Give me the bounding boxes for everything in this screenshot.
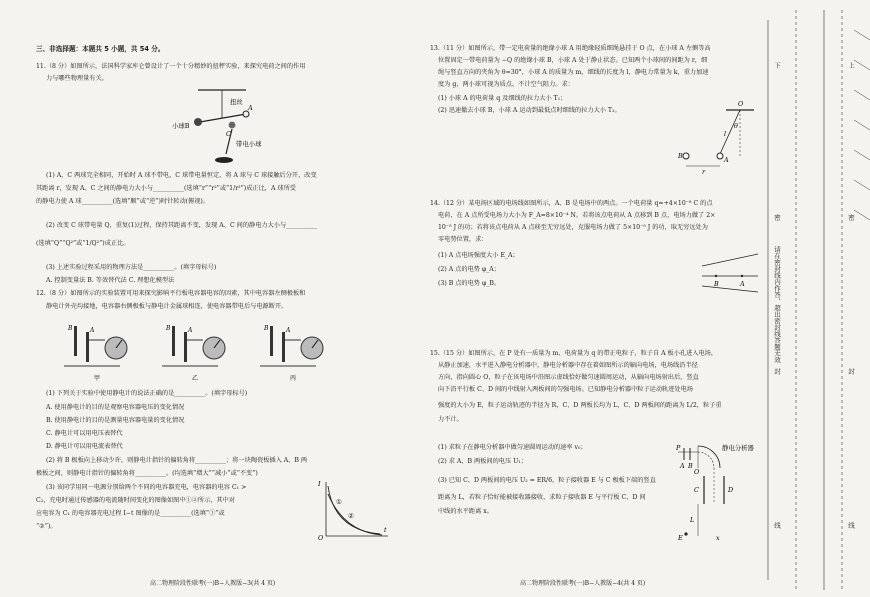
q15-stem-line5: 强度的大小为 E，粒子运动轨迹的半径为 R，C、D 两板长均为 L，C、D 两板间的距离为 L/2，粒子重	[438, 402, 722, 409]
torsion-wire-label: 扭丝	[230, 98, 243, 106]
setup-jia-a: A	[90, 327, 95, 334]
plate-b-label: B	[688, 462, 693, 470]
q15-stem-line3: 方向，指向圆心 O，粒子在该电场中沿图示虚线恰好做匀速圆周运动，从辐向电场射出后，竖直	[438, 374, 699, 381]
q13-part2: (2) 迅速撤去小球 B，小球 A 运动到最低点时细线的拉力大小 T₂。	[438, 107, 621, 114]
graph-axis-t: t	[384, 526, 387, 534]
q12-stem-line1: 12.（8 分）如图所示的实验装置可用来探究影响平行板电容器电容的因素，其中电容器左侧极板和	[36, 290, 306, 297]
electrostatic-analyzer-figure	[676, 440, 762, 544]
q12-part3-line1: (3) 该同学用同一电源分别给两个不同的电容器充电，电容器的电容 C₁ >	[46, 484, 247, 491]
setup-yi-b: B	[166, 325, 171, 332]
q11-stem-line2: 力与哪些物理量有关。	[46, 75, 108, 82]
q15-part3-line2: 距离为 L，若粒子恰好能被接收器接收，求粒子接收器 E 与平行板 C、D 间	[438, 494, 646, 501]
setup-bing-caption: 丙	[290, 375, 297, 382]
binding-margin	[762, 0, 870, 597]
q12-option-a: A. 使用静电计的目的是观察电容器电压的变化情况	[46, 404, 185, 411]
q11-part1-line2: 其距离 r，发现 A、C 之间的静电力大小与__________(选填“r”“r²”或“1/r²”)成正比，A 球所受	[36, 185, 296, 192]
distance-x-label: x	[716, 534, 720, 542]
q15-part3-line1: (3) 已知 C、D 两板间的电压 U₂ = ER/6，粒子接收器 E 与 C 极板下端的竖直	[438, 477, 656, 484]
q12-part3-line4: “②”)。	[36, 523, 57, 530]
margin-mid-mark-2: 封	[847, 368, 855, 375]
length-l-label: l	[724, 130, 727, 138]
margin-seal-mark: 密	[773, 214, 781, 221]
graph-curve-2: ②	[348, 512, 354, 520]
q14-stem-line3: 10⁻⁵ J 的功；若将该点电荷从 A 点移至无穷远处，克服电场力做了 5×10⁻⁵ J 的功，取无穷远处为	[438, 224, 708, 231]
q12-part3-line3: 应电容为 C₁ 的电容器充电过程 I−t 图像的是__________(选填“①”或	[36, 510, 225, 517]
q11-part2-line2: (选填“Q”“Q²”或“1/Q²”)成正比。	[36, 240, 130, 247]
current-time-graph	[316, 478, 392, 542]
field-point-b: B	[714, 280, 719, 288]
q13-part1: (1) 小球 A 的电荷量 q 及细线的拉力大小 T₁；	[438, 95, 567, 102]
pendulum-b-label: B	[678, 152, 683, 160]
setup-yi-caption: 乙	[192, 375, 199, 382]
setup-bing-b: B	[264, 325, 269, 332]
q12-option-d: D. 静电计可以用电流表替代	[46, 443, 123, 450]
graph-curve-1: ①	[336, 498, 342, 506]
plate-a-label: A	[680, 462, 685, 470]
q12-part2-line1: (2) 将 B 极板向上移动少许，则静电计指针的偏转角将__________；将一块陶瓷板插入 A、B 两	[46, 457, 308, 464]
field-lines-figure	[698, 246, 760, 294]
setup-jia-caption: 甲	[94, 375, 101, 382]
ball-a-label: A	[248, 104, 253, 112]
q14-part2: (2) A 点的电势 φ_A；	[438, 266, 500, 273]
q13-stem-line1: 13.（11 分）如图所示，带一定电荷量的绝缘小球 A 用绝缘轻质细绳悬挂于 O 点，在小球 A 左侧等高	[430, 45, 711, 52]
right-page	[430, 0, 762, 597]
pendulum-figure	[678, 96, 762, 176]
margin-line-mark: 线	[773, 522, 781, 529]
q11-options: A. 控制变量法 B. 等效替代法 C. 理想化模型法	[46, 277, 175, 284]
q12-part3-line2: C₂，充电时通过传感器的电流随时间变化的图像如图中①②所示，其中对	[36, 497, 236, 504]
pivot-o-label: O	[738, 100, 744, 108]
plate-c-label: C	[694, 486, 699, 494]
margin-line-mark-2: 线	[847, 522, 855, 529]
ball-c-label: C	[226, 130, 231, 138]
q12-option-c: C. 静电计可以用电压表替代	[46, 430, 123, 437]
margin-upper-mark: 上	[847, 62, 855, 69]
q11-part1-line1: (1) A、C 两球完全相同，开始时 A 球不带电，C 球带电量恒定，将 A 球与 C 球接触后分开，改变	[46, 172, 317, 179]
q12-option-b: B. 使用静电计的目的是测量电容器电量的变化情况	[46, 417, 185, 424]
receiver-e-label: E	[678, 534, 683, 542]
distance-r-label: r	[702, 168, 706, 176]
left-page	[0, 0, 430, 597]
section-heading: 三、非选择题：本题共 5 小题，共 54 分。	[36, 45, 165, 53]
ball-b-label: 小球B	[172, 122, 190, 130]
margin-mid-mark: 封	[773, 368, 781, 375]
q12-part1: (1) 下列关于实验中使用静电计的说法正确的是__________。(填字母标号)	[46, 390, 248, 397]
q15-part2: (2) 求 A、B 两板间的电压 U₁；	[438, 458, 528, 465]
graph-axis-i: I	[318, 480, 321, 488]
q12-part2-line2: 极板之间，则静电计指针的偏转角将__________。(均选填“增大”“减小”或“不变”)	[36, 470, 258, 477]
q15-part3-line3: 中线的水平距离 x。	[438, 508, 493, 515]
setup-yi-a: A	[188, 327, 193, 334]
q13-stem-line2: 位置固定一带电荷量为 −Q 的绝缘小球 B，小球 A 处于静止状态。已知两个小球间的间距为 r，细	[438, 57, 708, 64]
q15-stem-line2: 从静止加速，水平进入静电分析器中，静电分析器中存在着如图所示的辐向电场，电场线沿半径	[438, 362, 698, 369]
q14-stem-line2: 电荷，在 A 点所受电场力大小为 F_A=8×10⁻⁴ N。若将该点电荷从 A 点移到 B 点，电场力做了 2×	[438, 212, 716, 219]
q14-part3: (3) B 点的电势 φ_B。	[438, 280, 501, 287]
q14-stem-line4: 零电势位置，求：	[438, 236, 488, 243]
margin-notice: 请在密封线内作答，超出密封线答题无效	[773, 246, 781, 363]
q15-part1: (1) 求粒子在静电分析器中做匀速圆周运动的速率 v₀；	[438, 444, 587, 451]
margin-seal-mark-2: 密	[847, 214, 855, 221]
plate-d-label: D	[728, 486, 734, 494]
point-p-label: P	[676, 444, 681, 452]
q15-stem-line1: 15.（15 分）如图所示，在 P 处有一质量为 m、电荷量为 q 的带正电粒子，粒子自 A 板小孔进入电场，	[430, 350, 718, 357]
field-point-a: A	[740, 280, 745, 288]
q11-part1-line3: 的静电力使 A 球__________(选填“顺”或“逆”)时针转动(俯视)。	[36, 198, 210, 205]
setup-bing-a: A	[286, 327, 291, 334]
margin-lower-mark: 下	[773, 62, 781, 69]
pendulum-a-label: A	[724, 156, 729, 164]
capacitor-setups-figure	[60, 322, 360, 384]
angle-theta-label: θ	[734, 122, 738, 130]
q12-stem-line2: 静电计外壳均接地，电容器右侧极板与静电计金属球相连，使电容器带电后与电源断开。	[46, 303, 288, 310]
q11-stem-line1: 11.（8 分）如图所示，法国科学家库仑曾设计了一个十分精妙的扭秤实验，来探究电荷之间的作用	[36, 63, 306, 70]
right-footer: 高二物理阶段性联考(一)B−人教版−4(共 4 页)	[520, 580, 646, 587]
q14-stem-line1: 14.（12 分）某电场区域的电场线如图所示，A、B 是电场中的两点。一个电荷量 q=+4×10⁻⁸ C 的点	[430, 200, 713, 207]
q11-part3: (3) 上述实验过程采用的物理方法是__________。(填字母标号)	[46, 264, 217, 271]
center-o-label: O	[694, 468, 700, 476]
distance-l-label: L	[690, 516, 695, 524]
analyzer-label: 静电分析器	[722, 444, 754, 452]
left-footer: 高二物理阶段性联考(一)B−人教版−3(共 4 页)	[150, 580, 276, 587]
graph-origin: O	[318, 534, 324, 542]
q15-stem-line4: 向下沿平行板 C、D 间的中线射入两板间的匀强电场。已知静电分析器中粒子运动轨迹处电场	[438, 386, 693, 393]
q13-stem-line4: 度为 g，两小球可视为质点，不计空气阻力。求：	[438, 81, 574, 88]
q11-part2-line1: (2) 改变 C 球带电量 Q，重复(1)过程，保持其距离不变，发现 A、C 间的静电力大小与__________	[46, 222, 318, 229]
q15-stem-line6: 力不计。	[438, 416, 463, 423]
torsion-balance-figure	[170, 84, 290, 172]
setup-yi	[162, 325, 225, 382]
q14-part1: (1) A 点电场强度大小 E_A；	[438, 252, 519, 259]
q13-stem-line3: 绳与竖直方向的夹角为 θ=30°，小球 A 的质量为 m，细线的长度为 l，静电力常量为 k，重力加速	[438, 69, 709, 76]
setup-jia-b: B	[68, 325, 73, 332]
setup-bing	[260, 325, 323, 382]
setup-jia	[64, 325, 127, 382]
charged-ball-label: 带电小球	[236, 140, 262, 148]
